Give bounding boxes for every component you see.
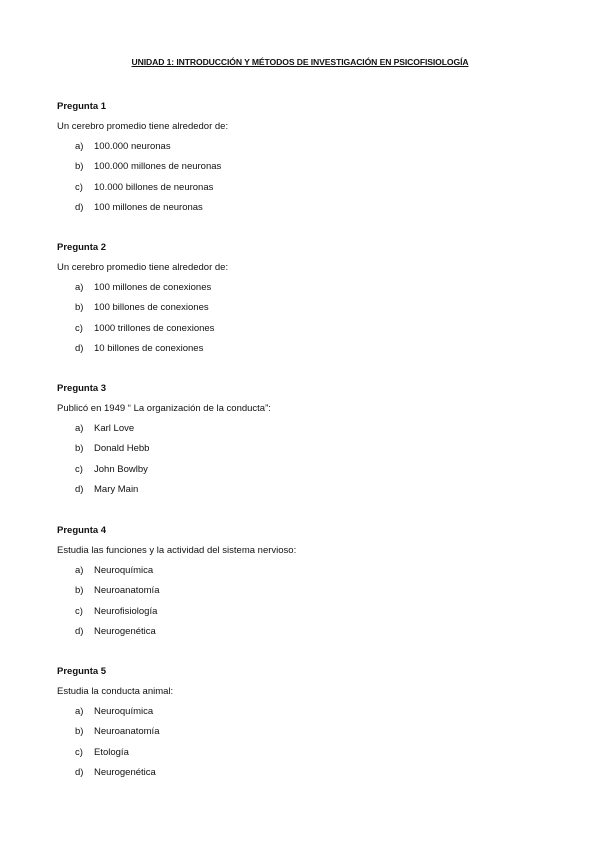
question-1 (57, 100, 557, 221)
option-letter: c) (75, 322, 83, 334)
option-b (57, 584, 557, 604)
option-letter: b) (75, 302, 84, 314)
option-b (57, 160, 557, 180)
option-d (57, 201, 557, 221)
question-heading: Pregunta 2 (57, 242, 107, 253)
document-title: UNIDAD 1: INTRODUCCIÓN Y MÉTODOS DE INVESTIGACIÓN EN PSICOFISIOLOGÍA (131, 57, 469, 67)
question-2 (57, 241, 557, 362)
option-b (57, 725, 557, 745)
option-text: Neuroanatomía (94, 585, 160, 597)
options-list (57, 422, 557, 503)
question-text: Estudia las funciones y la actividad del sistema nervioso: (57, 545, 297, 556)
option-letter: b) (75, 161, 84, 173)
option-d (57, 625, 557, 645)
question-text: Estudia la conducta animal: (57, 686, 174, 697)
option-letter: a) (75, 706, 84, 717)
option-text: 1000 trillones de conexiones (94, 322, 215, 334)
option-text: 100.000 neuronas (94, 141, 171, 152)
question-heading: Pregunta 4 (57, 525, 107, 536)
question-5 (57, 665, 557, 786)
option-letter: c) (75, 605, 83, 617)
option-d (57, 342, 557, 362)
option-text: Neuroanatomía (94, 726, 160, 738)
option-d (57, 766, 557, 786)
question-heading: Pregunta 3 (57, 383, 107, 394)
option-a (57, 422, 557, 442)
option-text: Neurogenética (94, 766, 156, 778)
option-text: 100 billones de conexiones (94, 302, 209, 314)
option-c (57, 463, 557, 483)
option-text: Neurogenética (94, 625, 156, 637)
options-list (57, 140, 557, 221)
question-4 (57, 524, 557, 645)
option-letter: c) (75, 746, 83, 758)
option-letter: b) (75, 585, 84, 597)
options-list (57, 705, 557, 786)
option-letter: d) (75, 342, 84, 354)
option-c (57, 322, 557, 342)
option-letter: d) (75, 625, 84, 637)
option-letter: d) (75, 201, 84, 213)
option-b (57, 301, 557, 321)
option-text: Mary Main (94, 483, 139, 495)
option-letter: a) (75, 423, 84, 434)
option-c (57, 181, 557, 201)
option-c (57, 746, 557, 766)
option-letter: a) (75, 141, 84, 152)
option-text: 100 millones de conexiones (94, 282, 212, 293)
option-text: Karl Love (94, 423, 135, 434)
option-letter: a) (75, 282, 84, 293)
option-letter: b) (75, 443, 84, 455)
option-text: Donald Hebb (94, 443, 150, 455)
option-text: 100.000 millones de neuronas (94, 161, 222, 173)
option-a (57, 140, 557, 160)
options-list (57, 564, 557, 645)
option-letter: b) (75, 726, 84, 738)
question-heading: Pregunta 5 (57, 666, 107, 677)
option-letter: d) (75, 483, 84, 495)
option-letter: c) (75, 463, 83, 475)
option-text: 100 millones de neuronas (94, 201, 203, 213)
option-a (57, 281, 557, 301)
option-text: 10 billones de conexiones (94, 342, 204, 354)
option-a (57, 564, 557, 584)
option-d (57, 483, 557, 503)
option-text: John Bowlby (94, 463, 148, 475)
option-text: Neurofisiología (94, 605, 158, 617)
option-letter: a) (75, 565, 84, 576)
option-text: Etología (94, 746, 129, 758)
question-heading: Pregunta 1 (57, 101, 107, 112)
option-letter: d) (75, 766, 84, 778)
question-text: Publicó en 1949 “ La organización de la conducta”: (57, 403, 271, 414)
option-text: Neuroquímica (94, 706, 154, 717)
option-b (57, 442, 557, 462)
options-list (57, 281, 557, 362)
option-letter: c) (75, 181, 83, 193)
option-a (57, 705, 557, 725)
option-text: Neuroquímica (94, 565, 154, 576)
option-text: 10.000 billones de neuronas (94, 181, 214, 193)
option-c (57, 605, 557, 625)
question-text: Un cerebro promedio tiene alrededor de: (57, 262, 229, 273)
question-text: Un cerebro promedio tiene alrededor de: (57, 121, 229, 132)
question-3 (57, 382, 557, 503)
